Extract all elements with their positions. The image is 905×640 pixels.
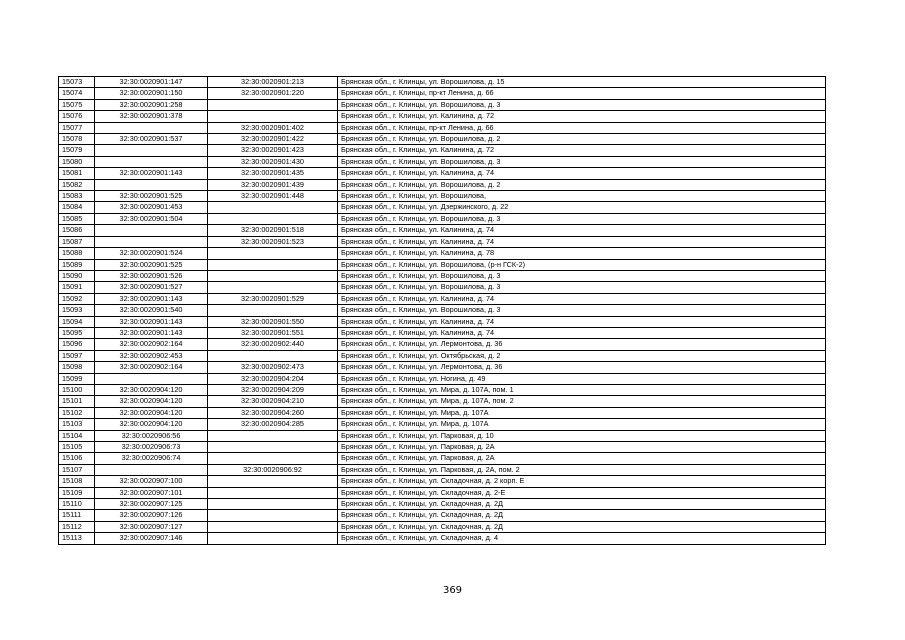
address-cell: Брянская обл., г. Клинцы, ул. Ворошилова, <box>338 191 826 202</box>
parent-cadastral-number-cell: 32:30:0020902:164 <box>95 362 208 373</box>
row-number-cell: 15074 <box>59 88 95 99</box>
parent-cadastral-number-cell: 32:30:0020904:120 <box>95 419 208 430</box>
parent-cadastral-number-cell: 32:30:0020906:74 <box>95 453 208 464</box>
row-number-cell: 15092 <box>59 293 95 304</box>
cadastral-number-cell <box>208 430 338 441</box>
parent-cadastral-number-cell: 32:30:0020901:524 <box>95 248 208 259</box>
table-row <box>59 248 826 259</box>
row-number-cell: 15081 <box>59 168 95 179</box>
cadastral-number-cell <box>208 521 338 532</box>
row-number-cell: 15079 <box>59 145 95 156</box>
cadastral-number-cell: 32:30:0020902:473 <box>208 362 338 373</box>
cadastral-number-cell: 32:30:0020902:440 <box>208 339 338 350</box>
parent-cadastral-number-cell: 32:30:0020901:143 <box>95 316 208 327</box>
row-number-cell: 15095 <box>59 327 95 338</box>
parent-cadastral-number-cell: 32:30:0020901:147 <box>95 77 208 88</box>
table-row <box>59 156 826 167</box>
address-cell: Брянская обл., г. Клинцы, ул. Октябрьская, д. 2 <box>338 350 826 361</box>
row-number-cell: 15075 <box>59 99 95 110</box>
address-cell: Брянская обл., г. Клинцы, ул. Калинина, д. 74 <box>338 225 826 236</box>
table-row <box>59 77 826 88</box>
table-row <box>59 476 826 487</box>
address-cell: Брянская обл., г. Клинцы, ул. Ворошилова, д. 3 <box>338 282 826 293</box>
address-cell: Брянская обл., г. Клинцы, ул. Ворошилова, (р-н ГСК-2) <box>338 259 826 270</box>
parent-cadastral-number-cell <box>95 373 208 384</box>
address-cell: Брянская обл., г. Клинцы, ул. Ворошилова, д. 2 <box>338 179 826 190</box>
address-cell: Брянская обл., г. Клинцы, ул. Складочная, д. 2 корп. Е <box>338 476 826 487</box>
parent-cadastral-number-cell <box>95 236 208 247</box>
cadastral-number-cell: 32:30:0020901:213 <box>208 77 338 88</box>
row-number-cell: 15097 <box>59 350 95 361</box>
cadastral-number-cell: 32:30:0020904:210 <box>208 396 338 407</box>
cadastral-number-cell <box>208 350 338 361</box>
table-row <box>59 373 826 384</box>
table-row <box>59 316 826 327</box>
address-cell: Брянская обл., г. Клинцы, ул. Калинина, д. 78 <box>338 248 826 259</box>
cadastral-number-cell <box>208 248 338 259</box>
cadastral-number-cell <box>208 499 338 510</box>
parent-cadastral-number-cell: 32:30:0020901:143 <box>95 327 208 338</box>
parent-cadastral-number-cell: 32:30:0020901:525 <box>95 191 208 202</box>
row-number-cell: 15084 <box>59 202 95 213</box>
row-number-cell: 15105 <box>59 442 95 453</box>
address-cell: Брянская обл., г. Клинцы, пр-кт Ленина, д. 66 <box>338 88 826 99</box>
cadastral-number-cell <box>208 259 338 270</box>
parent-cadastral-number-cell: 32:30:0020907:100 <box>95 476 208 487</box>
table-row <box>59 236 826 247</box>
cadastral-number-cell: 32:30:0020901:220 <box>208 88 338 99</box>
table-row <box>59 305 826 316</box>
parent-cadastral-number-cell <box>95 145 208 156</box>
address-cell: Брянская обл., г. Клинцы, ул. Калинина, д. 74 <box>338 316 826 327</box>
row-number-cell: 15110 <box>59 499 95 510</box>
table-row <box>59 282 826 293</box>
parent-cadastral-number-cell: 32:30:0020906:56 <box>95 430 208 441</box>
table-row <box>59 213 826 224</box>
row-number-cell: 15106 <box>59 453 95 464</box>
parent-cadastral-number-cell <box>95 464 208 475</box>
address-cell: Брянская обл., г. Клинцы, ул. Калинина, д. 74 <box>338 327 826 338</box>
address-cell: Брянская обл., г. Клинцы, ул. Калинина, д. 74 <box>338 236 826 247</box>
row-number-cell: 15087 <box>59 236 95 247</box>
address-cell: Брянская обл., г. Клинцы, ул. Ворошилова, д. 3 <box>338 305 826 316</box>
cadastral-number-cell <box>208 476 338 487</box>
cadastral-number-cell <box>208 213 338 224</box>
table-row <box>59 122 826 133</box>
row-number-cell: 15101 <box>59 396 95 407</box>
address-cell: Брянская обл., г. Клинцы, ул. Парковая, д. 2А, пом. 2 <box>338 464 826 475</box>
table-row <box>59 339 826 350</box>
cadastral-number-cell: 32:30:0020901:402 <box>208 122 338 133</box>
row-number-cell: 15113 <box>59 533 95 544</box>
parent-cadastral-number-cell: 32:30:0020906:73 <box>95 442 208 453</box>
cadastral-number-cell: 32:30:0020901:439 <box>208 179 338 190</box>
cadastral-number-cell: 32:30:0020904:285 <box>208 419 338 430</box>
parent-cadastral-number-cell: 32:30:0020907:146 <box>95 533 208 544</box>
table-row <box>59 111 826 122</box>
address-cell: Брянская обл., г. Клинцы, ул. Мира, д. 107А, пом. 1 <box>338 384 826 395</box>
cadastral-number-cell: 32:30:0020901:518 <box>208 225 338 236</box>
row-number-cell: 15102 <box>59 407 95 418</box>
table-row <box>59 533 826 544</box>
table-row <box>59 270 826 281</box>
address-cell: Брянская обл., г. Клинцы, ул. Лермонтова, д. 36 <box>338 362 826 373</box>
cadastral-number-cell: 32:30:0020901:448 <box>208 191 338 202</box>
cadastral-number-cell: 32:30:0020904:260 <box>208 407 338 418</box>
cadastral-number-cell: 32:30:0020901:422 <box>208 134 338 145</box>
table-row <box>59 453 826 464</box>
address-cell: Брянская обл., г. Клинцы, ул. Ворошилова, д. 2 <box>338 134 826 145</box>
address-cell: Брянская обл., г. Клинцы, ул. Калинина, д. 72 <box>338 145 826 156</box>
cadastral-number-cell <box>208 282 338 293</box>
cadastral-number-cell <box>208 453 338 464</box>
address-cell: Брянская обл., г. Клинцы, ул. Складочная, д. 4 <box>338 533 826 544</box>
parent-cadastral-number-cell <box>95 225 208 236</box>
table-row <box>59 419 826 430</box>
parent-cadastral-number-cell: 32:30:0020901:540 <box>95 305 208 316</box>
parent-cadastral-number-cell: 32:30:0020907:125 <box>95 499 208 510</box>
row-number-cell: 15077 <box>59 122 95 133</box>
cadastral-number-cell: 32:30:0020901:423 <box>208 145 338 156</box>
table-row <box>59 499 826 510</box>
address-cell: Брянская обл., г. Клинцы, ул. Ворошилова, д. 3 <box>338 213 826 224</box>
address-cell: Брянская обл., г. Клинцы, ул. Ворошилова, д. 15 <box>338 77 826 88</box>
row-number-cell: 15085 <box>59 213 95 224</box>
row-number-cell: 15100 <box>59 384 95 395</box>
row-number-cell: 15086 <box>59 225 95 236</box>
row-number-cell: 15096 <box>59 339 95 350</box>
parent-cadastral-number-cell: 32:30:0020902:164 <box>95 339 208 350</box>
row-number-cell: 15112 <box>59 521 95 532</box>
cadastral-number-cell <box>208 533 338 544</box>
parent-cadastral-number-cell: 32:30:0020901:378 <box>95 111 208 122</box>
table-body <box>59 77 826 545</box>
cadastral-number-cell: 32:30:0020904:204 <box>208 373 338 384</box>
cadastral-number-cell: 32:30:0020906:92 <box>208 464 338 475</box>
table-row <box>59 259 826 270</box>
page-number: 369 <box>442 585 463 596</box>
address-cell: Брянская обл., г. Клинцы, ул. Мира, д. 107А <box>338 419 826 430</box>
address-cell: Брянская обл., г. Клинцы, ул. Лермонтова, д. 36 <box>338 339 826 350</box>
row-number-cell: 15099 <box>59 373 95 384</box>
row-number-cell: 15088 <box>59 248 95 259</box>
address-cell: Брянская обл., г. Клинцы, ул. Ногина, д. 49 <box>338 373 826 384</box>
parent-cadastral-number-cell: 32:30:0020907:101 <box>95 487 208 498</box>
row-number-cell: 15093 <box>59 305 95 316</box>
table-row <box>59 202 826 213</box>
table-row <box>59 88 826 99</box>
cadastral-number-cell <box>208 305 338 316</box>
address-cell: Брянская обл., г. Клинцы, ул. Ворошилова, д. 3 <box>338 156 826 167</box>
row-number-cell: 15108 <box>59 476 95 487</box>
address-cell: Брянская обл., г. Клинцы, ул. Калинина, д. 74 <box>338 168 826 179</box>
cadastral-number-cell <box>208 487 338 498</box>
address-cell: Брянская обл., г. Клинцы, ул. Калинина, д. 74 <box>338 293 826 304</box>
row-number-cell: 15103 <box>59 419 95 430</box>
table-row <box>59 362 826 373</box>
cadastral-number-cell: 32:30:0020901:435 <box>208 168 338 179</box>
parent-cadastral-number-cell <box>95 122 208 133</box>
row-number-cell: 15090 <box>59 270 95 281</box>
row-number-cell: 15078 <box>59 134 95 145</box>
table-row <box>59 327 826 338</box>
parent-cadastral-number-cell: 32:30:0020904:120 <box>95 407 208 418</box>
table-row <box>59 99 826 110</box>
cadastral-number-cell <box>208 99 338 110</box>
address-cell: Брянская обл., г. Клинцы, ул. Складочная, д. 2Д <box>338 510 826 521</box>
table-row <box>59 407 826 418</box>
table-row <box>59 168 826 179</box>
parent-cadastral-number-cell: 32:30:0020901:537 <box>95 134 208 145</box>
row-number-cell: 15073 <box>59 77 95 88</box>
parent-cadastral-number-cell: 32:30:0020904:120 <box>95 396 208 407</box>
address-cell: Брянская обл., г. Клинцы, ул. Мира, д. 107А, пом. 2 <box>338 396 826 407</box>
row-number-cell: 15098 <box>59 362 95 373</box>
cadastral-number-cell <box>208 111 338 122</box>
address-cell: Брянская обл., г. Клинцы, ул. Парковая, д. 10 <box>338 430 826 441</box>
row-number-cell: 15094 <box>59 316 95 327</box>
cadastral-number-cell: 32:30:0020901:550 <box>208 316 338 327</box>
address-cell: Брянская обл., г. Клинцы, ул. Парковая, д. 2А <box>338 442 826 453</box>
row-number-cell: 15104 <box>59 430 95 441</box>
address-cell: Брянская обл., г. Клинцы, ул. Парковая, д. 2А <box>338 453 826 464</box>
parent-cadastral-number-cell: 32:30:0020901:527 <box>95 282 208 293</box>
address-cell: Брянская обл., г. Клинцы, пр-кт Ленина, д. 66 <box>338 122 826 133</box>
table-row <box>59 179 826 190</box>
cadastral-number-cell <box>208 442 338 453</box>
row-number-cell: 15089 <box>59 259 95 270</box>
address-cell: Брянская обл., г. Клинцы, ул. Ворошилова, д. 3 <box>338 99 826 110</box>
table-row <box>59 442 826 453</box>
table-row <box>59 430 826 441</box>
row-number-cell: 15083 <box>59 191 95 202</box>
table-row <box>59 384 826 395</box>
parent-cadastral-number-cell: 32:30:0020907:127 <box>95 521 208 532</box>
table-row <box>59 487 826 498</box>
address-cell: Брянская обл., г. Клинцы, ул. Мира, д. 107А <box>338 407 826 418</box>
table-row <box>59 145 826 156</box>
parent-cadastral-number-cell: 32:30:0020901:258 <box>95 99 208 110</box>
cadastral-number-cell <box>208 202 338 213</box>
parent-cadastral-number-cell: 32:30:0020907:126 <box>95 510 208 521</box>
cadastral-number-cell: 32:30:0020901:430 <box>208 156 338 167</box>
parent-cadastral-number-cell: 32:30:0020901:453 <box>95 202 208 213</box>
parent-cadastral-number-cell <box>95 179 208 190</box>
table-row <box>59 191 826 202</box>
address-cell: Брянская обл., г. Клинцы, ул. Складочная, д. 2Д <box>338 499 826 510</box>
parent-cadastral-number-cell: 32:30:0020904:120 <box>95 384 208 395</box>
cadastral-number-cell <box>208 270 338 281</box>
table-row <box>59 134 826 145</box>
table-row <box>59 225 826 236</box>
parent-cadastral-number-cell: 32:30:0020901:150 <box>95 88 208 99</box>
row-number-cell: 15091 <box>59 282 95 293</box>
cadastral-number-cell: 32:30:0020904:209 <box>208 384 338 395</box>
address-cell: Брянская обл., г. Клинцы, ул. Калинина, д. 72 <box>338 111 826 122</box>
row-number-cell: 15080 <box>59 156 95 167</box>
parent-cadastral-number-cell <box>95 156 208 167</box>
parent-cadastral-number-cell: 32:30:0020901:143 <box>95 168 208 179</box>
cadastral-number-cell <box>208 510 338 521</box>
table-row <box>59 396 826 407</box>
table-row <box>59 521 826 532</box>
row-number-cell: 15109 <box>59 487 95 498</box>
cadastral-number-cell: 32:30:0020901:523 <box>208 236 338 247</box>
cadastral-number-cell: 32:30:0020901:529 <box>208 293 338 304</box>
table-row <box>59 293 826 304</box>
row-number-cell: 15107 <box>59 464 95 475</box>
row-number-cell: 15111 <box>59 510 95 521</box>
parent-cadastral-number-cell: 32:30:0020902:453 <box>95 350 208 361</box>
table-row <box>59 464 826 475</box>
row-number-cell: 15076 <box>59 111 95 122</box>
property-registry-table <box>58 76 826 545</box>
table-row <box>59 510 826 521</box>
address-cell: Брянская обл., г. Клинцы, ул. Ворошилова, д. 3 <box>338 270 826 281</box>
parent-cadastral-number-cell: 32:30:0020901:526 <box>95 270 208 281</box>
parent-cadastral-number-cell: 32:30:0020901:504 <box>95 213 208 224</box>
address-cell: Брянская обл., г. Клинцы, ул. Дзержинского, д. 22 <box>338 202 826 213</box>
address-cell: Брянская обл., г. Клинцы, ул. Складочная, д. 2-Е <box>338 487 826 498</box>
table-row <box>59 350 826 361</box>
row-number-cell: 15082 <box>59 179 95 190</box>
address-cell: Брянская обл., г. Клинцы, ул. Складочная, д. 2Д <box>338 521 826 532</box>
cadastral-number-cell: 32:30:0020901:551 <box>208 327 338 338</box>
parent-cadastral-number-cell: 32:30:0020901:525 <box>95 259 208 270</box>
parent-cadastral-number-cell: 32:30:0020901:143 <box>95 293 208 304</box>
